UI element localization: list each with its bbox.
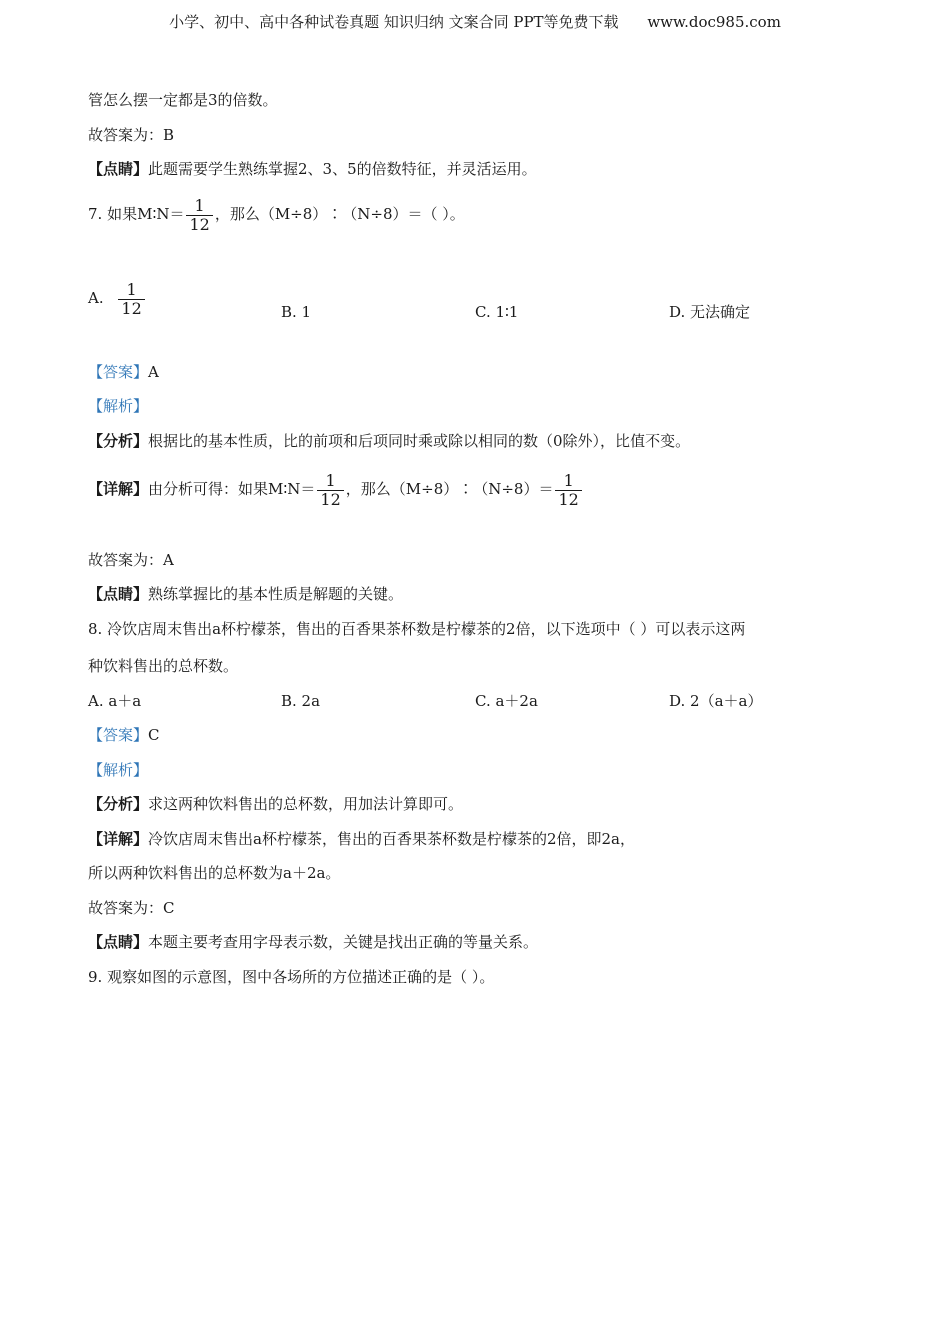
q7-answer: [88, 362, 159, 382]
xiangjie-tag: 【详解】: [88, 480, 149, 498]
q7-conclusion: 故答案为：A: [88, 551, 174, 569]
answer-tag: 【答案】: [88, 363, 149, 381]
q7-xiangjie: [88, 469, 584, 509]
q8-option-d: D. 2（a＋a）: [669, 692, 763, 710]
q7-option-d: D. 无法确定: [669, 303, 751, 321]
answer-tag: 【答案】: [88, 726, 149, 744]
q7-stem-after: ，那么（M÷8）∶（N÷8）＝（ ）。: [214, 205, 465, 223]
page-header: [0, 12, 950, 32]
q7-stem-before: 7. 如果M∶N＝: [88, 205, 185, 223]
answer-value: C: [148, 726, 160, 744]
q8-answer: [88, 725, 160, 745]
fenxi-tag: 【分析】: [88, 795, 149, 813]
xiangjie-fraction-2: [555, 472, 581, 509]
q8-option-a: A. a＋a: [88, 692, 142, 710]
xiangjie-fraction-1: [317, 472, 343, 509]
xiangjie-middle: ，那么（M÷8）∶（N÷8）＝: [345, 480, 554, 498]
q8-option-b: B. 2a: [281, 692, 321, 710]
note-tag: 【点睛】: [88, 160, 149, 178]
q7-note: [88, 584, 403, 604]
q8-analysis-tag: 【解析】: [88, 761, 149, 779]
q7-option-b: B. 1: [281, 303, 312, 321]
q7-analysis-tag: 【解析】: [88, 397, 149, 415]
option-label: A.: [88, 289, 104, 307]
q8-conclusion: 故答案为：C: [88, 899, 175, 917]
q8-stem-line1: 8. 冷饮店周末售出a杯柠檬茶，售出的百香果茶杯数是柠檬茶的2倍，以下选项中（ ）可以表示这两: [88, 620, 746, 638]
q8-note: [88, 932, 538, 952]
q7-fenxi: [88, 431, 690, 451]
q6-continuation: 管怎么摆一定都是3的倍数。: [88, 91, 278, 109]
fraction-numerator: 1: [325, 470, 336, 490]
xiangjie-line1: 冷饮店周末售出a杯柠檬茶，售出的百香果茶杯数是柠檬茶的2倍，即2a，: [148, 830, 635, 848]
q8-fenxi: [88, 794, 463, 814]
q8-option-c: C. a＋2a: [475, 692, 538, 710]
fraction-numerator: 1: [194, 195, 205, 215]
q6-conclusion: 故答案为：B: [88, 126, 175, 144]
q8-stem-line2: 种饮料售出的总杯数。: [88, 657, 239, 675]
q7-fraction: [186, 197, 212, 234]
q6-note: [88, 159, 537, 179]
fraction-denominator: 12: [118, 299, 144, 318]
q8-xiangjie-line2: 所以两种饮料售出的总杯数为a＋2a。: [88, 864, 341, 882]
fenxi-text: 求这两种饮料售出的总杯数，用加法计算即可。: [148, 795, 464, 813]
note-text: 本题主要考查用字母表示数，关键是找出正确的等量关系。: [148, 933, 539, 951]
header-site-link[interactable]: www.doc985.com: [647, 13, 781, 31]
answer-value: A: [148, 363, 159, 381]
note-text: 熟练掌握比的基本性质是解题的关键。: [148, 585, 404, 603]
fraction-numerator: 1: [563, 470, 574, 490]
fraction-denominator: 12: [317, 490, 343, 509]
q9-stem: 9. 观察如图的示意图，图中各场所的方位描述正确的是（ ）。: [88, 968, 495, 986]
note-text: 此题需要学生熟练掌握2、3、5的倍数特征，并灵活运用。: [148, 160, 537, 178]
fraction-numerator: 1: [126, 279, 137, 299]
xiangjie-before: 由分析可得：如果M∶N＝: [148, 480, 316, 498]
header-title: 小学、初中、高中各种试卷真题 知识归纳 文案合同 PPT等免费下载: [169, 13, 619, 31]
q7-option-a: [88, 278, 147, 318]
fenxi-tag: 【分析】: [88, 432, 149, 450]
fraction-denominator: 12: [186, 215, 212, 234]
xiangjie-tag: 【详解】: [88, 830, 149, 848]
q7-option-c: C. 1∶1: [475, 303, 519, 321]
fenxi-text: 根据比的基本性质，比的前项和后项同时乘或除以相同的数（0除外），比值不变。: [148, 432, 691, 450]
q8-xiangjie: [88, 829, 635, 849]
q7-option-a-fraction: [118, 281, 144, 318]
q7-stem: [88, 194, 465, 234]
note-tag: 【点睛】: [88, 933, 149, 951]
fraction-denominator: 12: [555, 490, 581, 509]
note-tag: 【点睛】: [88, 585, 149, 603]
